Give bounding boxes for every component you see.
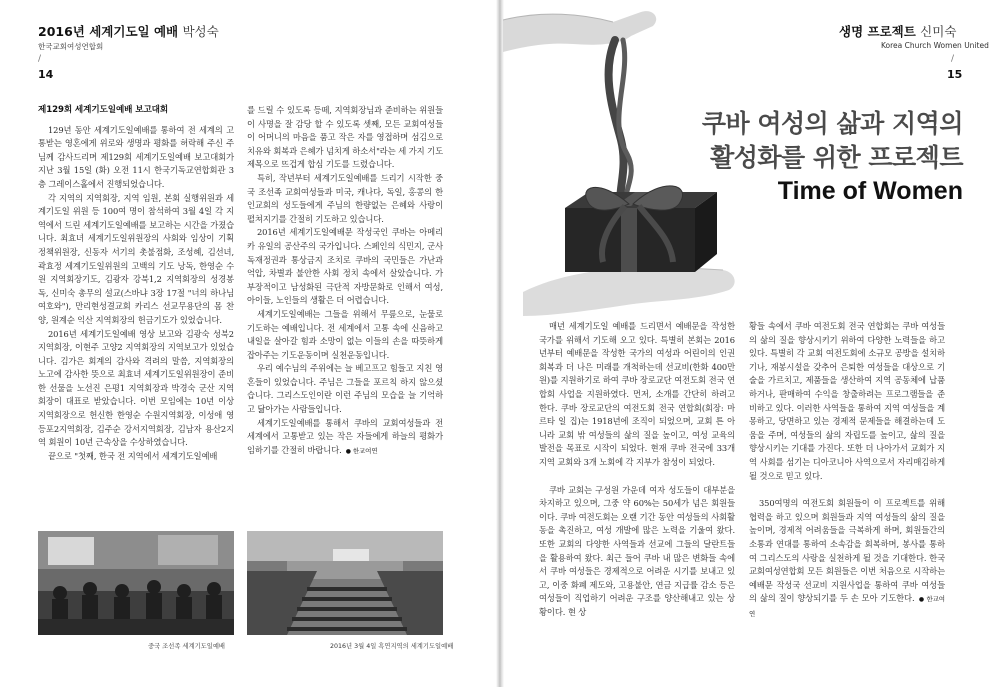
signature: ● 한교여연 <box>749 595 945 618</box>
left-header-title <box>38 22 219 40</box>
left-text-column-1 <box>38 104 234 524</box>
paragraph: 우리 예수님의 주위에는 늘 베고프고 힘들고 지친 영혼들이 있었습니다. 주님은 그들을 포르칙 하지 않으셨습니다. 그리스도인이란 이런 주님의 모습을 늘 기억하고 닮아가는 사람들입니다. <box>247 363 443 415</box>
paragraph: 세계기도일예배는 그들을 위해서 무릎으로, 눈물로 기도하는 예배입니다. 전 세계에서 고통 속에 신음하고 내일을 살아갈 힘과 소망이 없는 이들의 손을 따뜻하게 잡아주는 기도운동이며 실천운동입니다. <box>247 308 443 360</box>
headline-english: Time of Women <box>777 177 963 205</box>
right-header-org: Korea Church Women United <box>881 41 989 50</box>
right-text-column-2 <box>749 320 945 665</box>
right-header-title <box>839 22 956 40</box>
right-text-column-1 <box>539 320 735 665</box>
left-page-number: 14 <box>38 68 54 81</box>
headline-korean-line-1: 쿠바 여성의 삶과 지역의 <box>701 109 963 138</box>
photo-right-caption: 2016년 3월 4일 흑연지역의 세계기도일예배 <box>330 643 454 650</box>
paragraph: 황들 속에서 쿠바 여전도회 전국 연합회는 쿠바 여성들의 삶의 질을 향상시키기 위하여 다양한 노력들을 하고 있다. 특별히 각 교회 여전도회에 소규모 공방을 설치하기나, 재봉시설을 갖추어 은퇴한 여성들을 대상으로 기술을 가르치고, 제품들을 생산하여 지역 공동체에 납품하거나, 판매하여 수익을 창출하려는 프로그램들을 준비하고 있다. 이러한 사역들을 통하여 지역 여성들을 계몽하고, 당면하고 있는 경제적 문제들을 해결하는데 도움을 주며, 여성들의 삶의 자립도를 높이고, 삶의 질을 향상시키는 기대를 가진다. 또한 더 나아가서 교회가 지역 사회를 섬기는 디아코니아 사역으로서 자리매김하게 될 것으로 믿고 있다. <box>749 321 945 481</box>
left-page <box>0 0 497 687</box>
paragraph: 특히, 작년부터 세계기도일예배를 드리기 시작한 중국 조선족 교회여성들과 미국, 캐나다, 독일, 홍콩의 한인교회의 성도들에게 주님의 한량없는 은혜와 사랑이 펼쳐지기를 간절히 기도하고 있습니다. <box>247 172 443 224</box>
right-page-number: 15 <box>947 68 963 81</box>
left-text-column-2 <box>247 104 443 524</box>
paragraph: 끝으로 "첫째, 한국 전 지역에서 세계기도일예배 <box>48 450 218 461</box>
paragraph: 2016년 세계기도일예배문 작성국인 쿠바는 아메리카 유일의 공산주의 국가입니다. 스페인의 식민지, 군사 독재정권과 통상금지 조치로 쿠바의 국민들은 가난과 억압, 차별과 불안한 사회 정치 속에서 살았습니다. 가부장적이고 남성화된 극단적 자방문화로 인해서 여성, 아이들, 노인들의 생활은 더 어렵습니다. <box>247 227 443 306</box>
right-header-slash: / <box>951 54 955 64</box>
paragraph: 매년 세계기도일 예배를 드리면서 예배문을 작성한 국가를 위해서 기도해 오고 있다. 특별히 본회는 2016년부터 예배문을 작성한 국가의 여성과 어린이의 인권회복과 더 나은 미래를 개척하는데 선교비(한화 400만원)를 지원하기로 하여 쿠바 장로교단 여전도회 전국 연합회 사업을 지원하였다. 먼저, 소개를 간단히 하려고 한다. 쿠바 장로교단의 여전도회 전국 연합회(회장: 마르타 일 집)는 1918년에 조직이 되었으며, 교회 튼 아니라 교회 밖 여성들의 삶의 질을 높이고, 여성 교육의 발전을 목표로 시작이 되었다. 현재 쿠바 전국에 33개 지역 교회와 3개 노회에 각 지부가 참성이 되었다. <box>539 321 735 467</box>
right-page <box>503 0 1000 687</box>
headline-korean-line-2: 활성화를 위한 프로젝트 <box>710 143 963 172</box>
paragraph <box>247 417 443 459</box>
right-header-author: 신미숙 <box>920 24 957 39</box>
photo-left-caption: 중국 조선족 세계기도일예배 <box>148 643 225 650</box>
headline <box>633 107 963 207</box>
paragraph <box>749 497 945 621</box>
section-title: 제129회 세계기도일예배 보고대회 <box>38 105 169 115</box>
left-header-title-main: 2016년 세계기도일 예배 <box>38 24 179 39</box>
right-header-title-main: 생명 프로젝트 <box>839 24 916 39</box>
paragraph-text: 350여명의 여전도회 회원들이 이 프로젝트를 위해 협력을 하고 있으며 회원들과 지역 여성들의 삶의 질을 높이며, 경제적 어려움들을 극복하게 하며, 회원들간의 소통과 연대를 통하여 소속감을 회복하며, 봉사를 통하여 그리스도의 사랑을 실천하게 될 것을 기대한다. 한국교회여성연합회 모든 회원들은 이번 처음으로 시작하는 예배문 작성국 선교비 지원사업을 통하여 쿠바 여성들의 삶의 질이 향상되기를 두 손 모아 기도한다. <box>749 498 945 604</box>
paragraph-text: 세계기도일예배를 통해서 쿠바의 교회여성들과 전 세계에서 고통받고 있는 작은 자들에게 하늘의 평화가 임하기를 간절히 바랍니다. <box>247 417 443 455</box>
left-header-slash: / <box>38 54 42 64</box>
signature: ● 한교여연 <box>346 447 378 455</box>
paragraph: 129년 동안 세계기도일예배를 통하여 전 세계의 고통받는 영혼에게 위로와 생명과 평화를 허락해 주신 주님께 감사드리며 제129회 세계기도일예배 보고대회가 지난 3월 15일 (화) 오전 11시 한국기독교연합회관 3층 그레이스홀에서 진행되었습니다. <box>38 124 234 189</box>
photo-chinese-korean-worship <box>38 531 234 635</box>
photo-church-worship-hall <box>247 531 443 635</box>
paragraph: 각 지역의 지역회장, 지역 임원, 본회 실행위원과 세계기도일 위원 등 100여 명이 참석하여 3월 4일 각 지역에서 드린 세계기도일예배를 보고하는 시간을 가졌습니다. 최효녀 세계기도일위원장의 사회와 임상이 기획정책위원장, 신동자 서기의 촛불점화, 조성혜, 김선녀, 곽효정 세계기도일위원의 고백의 기도 낭독, 한영순 수원 지역회장기도, 김광자 강북1,2 지역회장의 성경봉독, 신미숙 총무의 설교(스바냐 3장 17절 "너의 하나님 여호와"), 만리현성결교회 카리스 선교무용단의 몸 찬양, 원계순 익산 지역회장의 헌금기도가 있었습니다. <box>38 192 234 325</box>
left-header-author: 박성숙 <box>182 24 219 39</box>
left-header-org: 한국교회여성연합회 <box>38 42 104 51</box>
paragraph: 쿠바 교회는 구성원 가운데 여자 성도들이 대부분을 차지하고 있으며, 그중 약 60%는 50세가 넘은 회원들이다. 쿠바 여전도회는 오랜 기간 동안 여성들의 사회활동을 촉진하고, 여성 개발에 많은 노력을 기울여 왔다. 또한 교회의 다양한 사역들과 선교에 그들의 달란트들을 활용하여 왔다. 최근 들어 쿠바 내 많은 변화들 속에서 쿠바 여성들은 경제적으로 어려운 시기를 보내고 있고, 이중 화폐 제도와, 고용불안, 연금 지급률 감소 등은 여성들이 직업하기 어려운 구조를 양산해내고 있는 상황이다. 현 상 <box>539 484 735 617</box>
paragraph: 2016년 세계기도일예배 영상 보고와 김광숙 성북2 지역회장, 이현주 고양2 지역회장의 지역보고가 있었습니다. 김가은 회계의 감사와 격려의 말씀, 지역회장의 노고에 감사한 뜻으로 최효녀 세계기도일위원장이 준비한 선물을 노선진 은평1 지역회장과 박경숙 군산 지역회장이 대표로 받았습니다. 이번 모임에는 10년 이상 지역회장으로 헌신한 한영순 수원지역회장, 이성애 영등포2지역회장, 김주순 강서지역회장, 김남자 용산2지역 회원이 10년 근속상을 수상하였습니다. <box>38 328 234 448</box>
paragraph: 를 드릴 수 있도록 등떼, 지역회장님과 준비하는 위원들이 사명을 잘 감당 할 수 있도록 셋째, 모든 교회여성들이 어머니의 마음을 품고 작은 자를 영접하며 섬김으로 치유와 회복과 은혜가 넘치게 하소서"라는 세 가지 기도제목으로 뜨겁게 합심 기도를 드렸습니다. <box>247 105 443 170</box>
